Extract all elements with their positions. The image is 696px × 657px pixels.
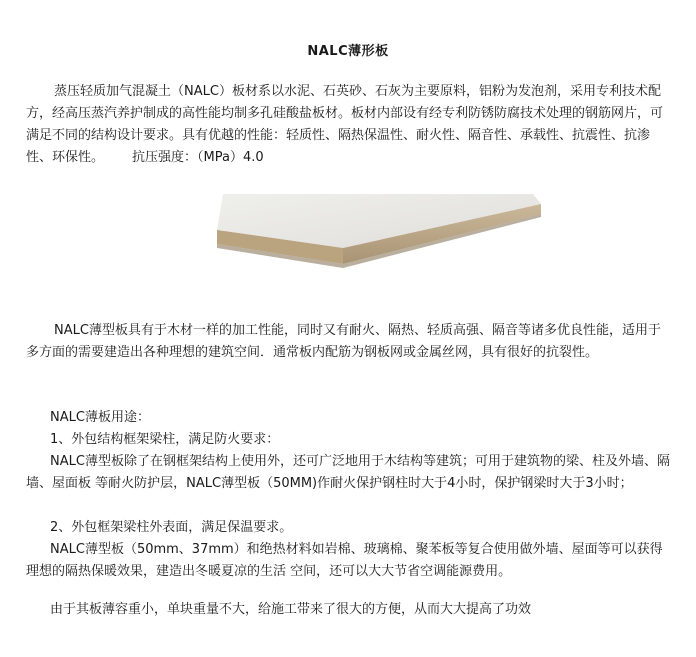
usage-item-1-description: NALC薄型板除了在钢框架结构上使用外，还可广泛地用于木结构等建筑；可用于建筑物的梁、柱及外墙、隔墙、屋面板 等耐火防护层，NALC薄型板（50MM)作耐火保护钢柱时大于4小时，保护钢梁时大于3小时； — [26, 454, 670, 491]
usage-item-1-title: 1、外包结构框架梁柱，满足防火要求： — [50, 432, 280, 447]
usage-item-2-title: 2、外包框架梁柱外表面，满足保温要求。 — [50, 520, 293, 535]
usage-item-2-description: NALC薄型板（50mm、37mm）和绝热材料如岩棉、玻璃棉、聚苯板等复合使用做外墙、屋面等可以获得理想的隔热保暖效果，建造出冬暖夏凉的生活 空间，还可以大大节省空调能源费用。 — [26, 542, 663, 579]
board-photo — [215, 190, 545, 272]
usage-heading: NALC薄板用途： — [50, 410, 150, 425]
closing-paragraph: 由于其板薄容重小，单块重量不大，给施工带来了很大的方便，从而大大提高了功效 — [50, 602, 532, 617]
page-title: NALC薄形板 — [307, 44, 389, 59]
intro-text: 蒸压轻质加气混凝土（NALC）板材系以水泥、石英砂、石灰为主要原料，铝粉为发泡剂，采用专利技术配方，经高压蒸汽养护制成的高性能均制多孔硅酸盐板材。板材内部设有经专利防锈防腐技术处理的钢筋网片，可满足不同的结构设计要求。具有优越的性能：轻质性、隔热保温性、耐火性、隔音性、承载性、抗震性、抗渗性、环保性。 — [26, 84, 664, 165]
intro-paragraph — [26, 81, 672, 169]
workability-paragraph: NALC薄型板具有于木材一样的加工性能，同时又有耐火、隔热、轻质高强、隔音等诸多优良性能，适用于多方面的需要建造出各种理想的建筑空间．通常板内配筋为钢板网或金属丝网，具有很好的抗裂性。 — [26, 323, 661, 360]
compressive-strength: 抗压强度：（MPa）4.0 — [132, 150, 264, 165]
